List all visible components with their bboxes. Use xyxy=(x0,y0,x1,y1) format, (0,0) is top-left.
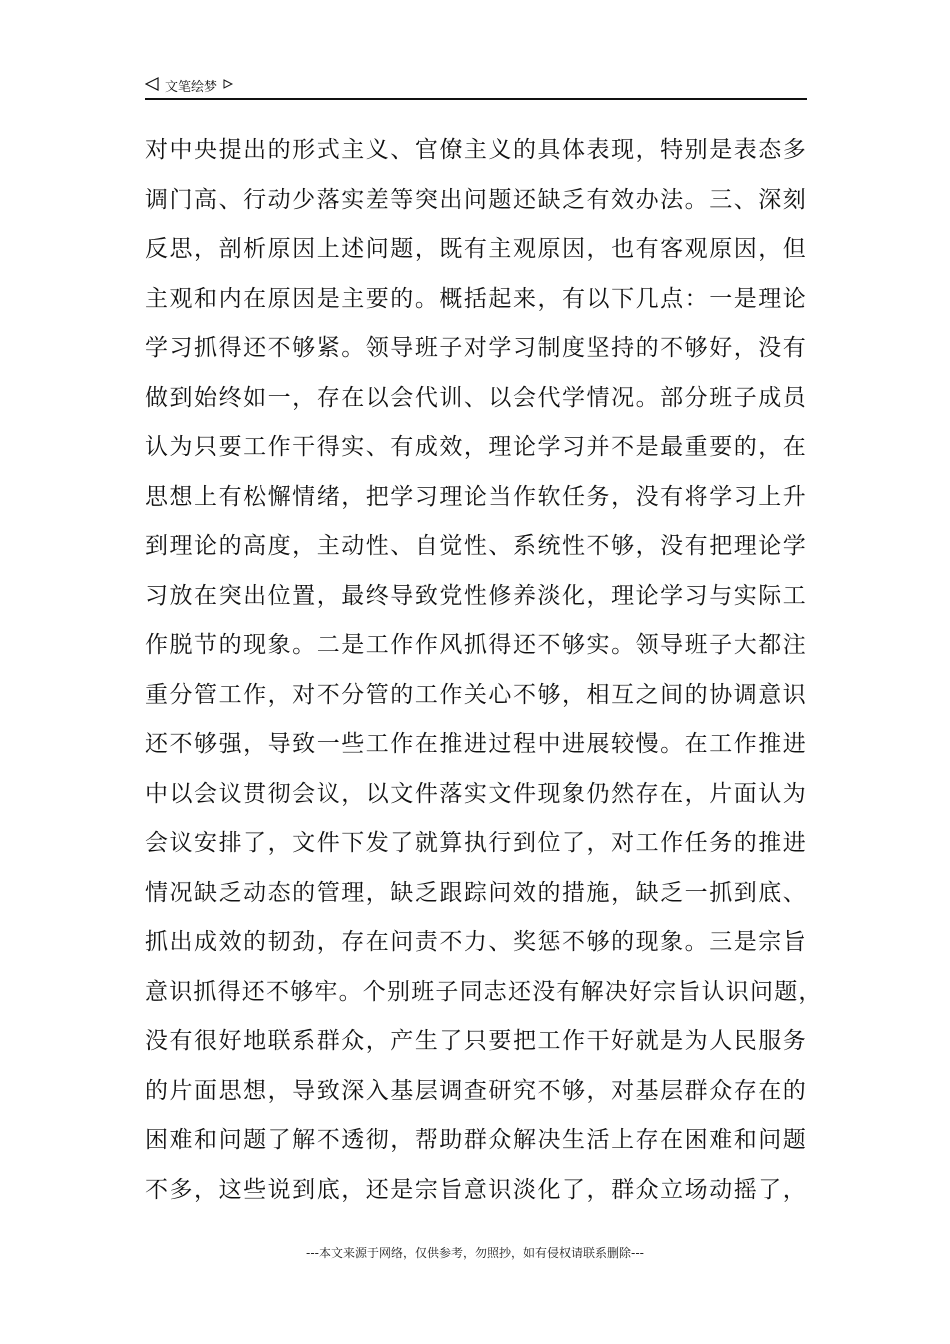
text-line: 还不够强，导致一些工作在推进过程中进展较慢。在工作推进 xyxy=(145,731,807,757)
text-line: 没有很好地联系群众，产生了只要把工作干好就是为人民服务 xyxy=(145,1028,807,1054)
text-line: 不多，这些说到底，还是宗旨意识淡化了，群众立场动摇了， xyxy=(145,1176,807,1203)
page-header xyxy=(145,74,807,100)
text-line: 情况缺乏动态的管理，缺乏跟踪问效的措施，缺乏一抓到底、 xyxy=(145,879,807,906)
text-line: 抓出成效的韧劲，存在问责不力、奖惩不够的现象。三是宗旨 xyxy=(145,929,807,955)
triangle-left-icon xyxy=(145,77,159,95)
footer-notice: ---本文来源于网络，仅供参考，勿照抄，如有侵权请联系删除--- xyxy=(306,1246,644,1260)
header-title: 文笔绘梦 xyxy=(165,80,218,95)
text-line: 调门高、行动少落实差等突出问题还缺乏有效办法。三、深刻 xyxy=(145,186,807,213)
text-line: 意识抓得还不够牢。个别班子同志还没有解决好宗旨认识问题， xyxy=(145,978,823,1005)
text-line: 会议安排了，文件下发了就算执行到位了，对工作任务的推进 xyxy=(145,830,807,856)
triangle-right-icon xyxy=(223,78,233,93)
text-line: 主观和内在原因是主要的。概括起来，有以下几点：一是理论 xyxy=(145,285,807,312)
document-body xyxy=(145,126,823,1215)
text-line: 作脱节的现象。二是工作作风抓得还不够实。领导班子大都注 xyxy=(145,632,807,658)
text-line: 习放在突出位置，最终导致党性修养淡化，理论学习与实际工 xyxy=(145,582,807,609)
text-line: 到理论的高度，主动性、自觉性、系统性不够，没有把理论学 xyxy=(145,533,807,559)
text-line: 的片面思想，导致深入基层调查研究不够，对基层群众存在的 xyxy=(145,1077,807,1104)
text-line: 对中央提出的形式主义、官僚主义的具体表现，特别是表态多 xyxy=(145,137,807,163)
text-line: 思想上有松懈情绪，把学习理论当作软任务，没有将学习上升 xyxy=(145,483,807,510)
text-line: 困难和问题了解不透彻，帮助群众解决生活上存在困难和问题 xyxy=(145,1127,807,1153)
text-line: 认为只要工作干得实、有成效，理论学习并不是最重要的，在 xyxy=(145,434,807,460)
text-line: 反思，剖析原因上述问题，既有主观原因，也有客观原因，但 xyxy=(145,236,807,262)
text-line: 中以会议贯彻会议，以文件落实文件现象仍然存在，片面认为 xyxy=(145,780,807,807)
header-brand xyxy=(145,76,233,95)
text-line: 学习抓得还不够紧。领导班子对学习制度坚持的不够好，没有 xyxy=(145,335,807,361)
text-line: 做到始终如一，存在以会代训、以会代学情况。部分班子成员 xyxy=(145,384,807,411)
text-line: 重分管工作，对不分管的工作关心不够，相互之间的协调意识 xyxy=(145,681,807,708)
